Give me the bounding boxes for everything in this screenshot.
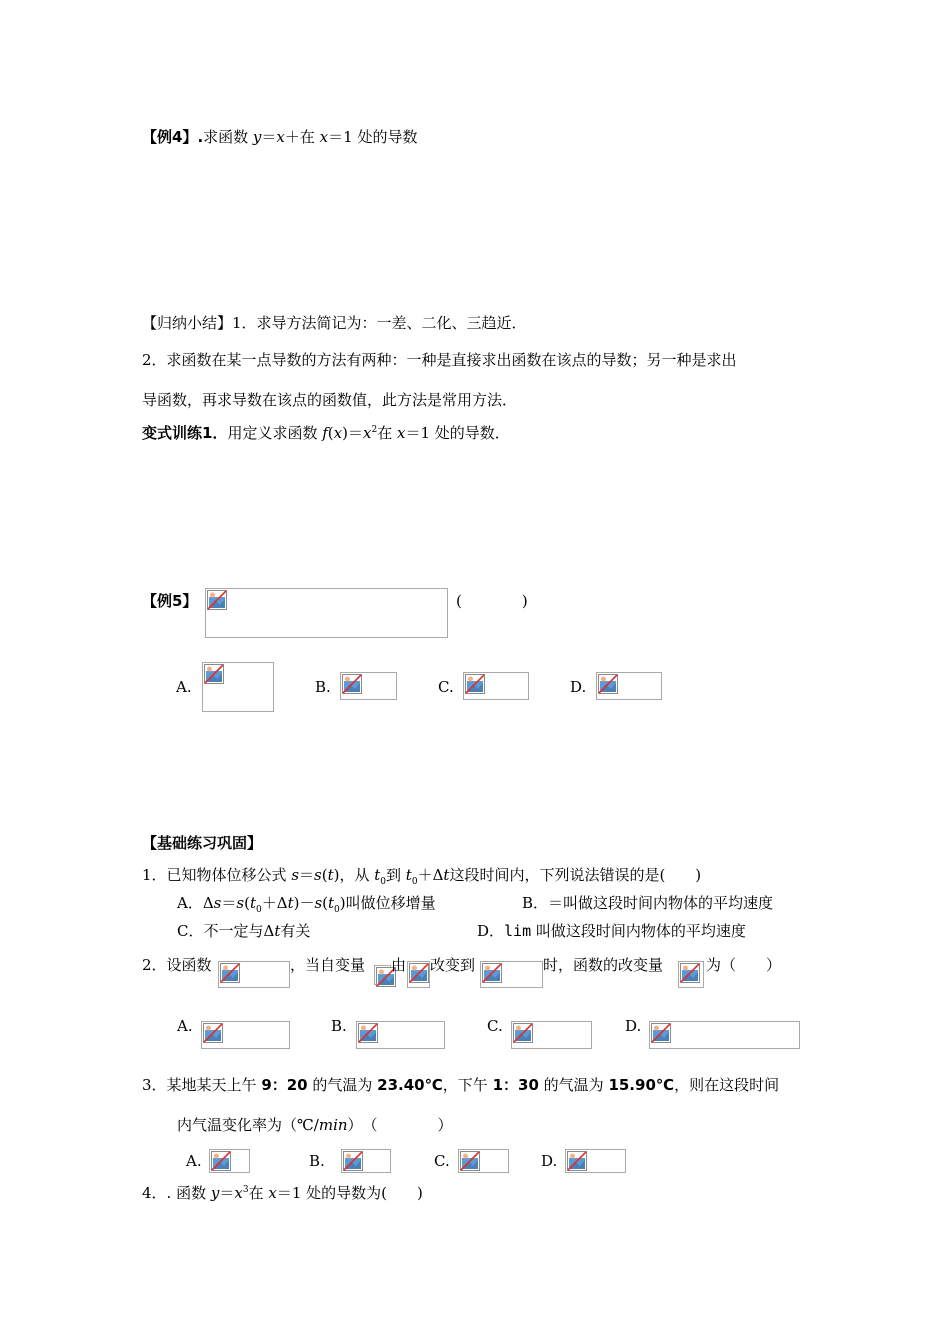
summary-label: 【归纳小结】	[142, 314, 233, 332]
question-4-line: 4．. 函数 $y=x^3$在 x＝1 处的导数为( )	[142, 1184, 423, 1202]
variant-training-label: 变式训练	[142, 424, 203, 442]
question-2-option-d-label: D.	[625, 1017, 642, 1035]
broken-image-icon	[207, 590, 227, 610]
example-5-label: 【例5】	[142, 592, 198, 610]
example-5-option-a-label: A.	[176, 678, 192, 696]
question-3-option-c-image	[458, 1149, 509, 1173]
question-2-text-3: 由	[391, 956, 407, 974]
question-2-variable-image	[374, 965, 391, 985]
question-3-option-b-label: B.	[309, 1152, 325, 1170]
question-3-option-d-image	[565, 1149, 626, 1173]
broken-image-icon	[482, 963, 502, 983]
broken-image-icon	[358, 1023, 378, 1043]
broken-image-icon	[460, 1151, 480, 1171]
broken-image-icon	[220, 963, 240, 983]
question-2-function-image	[218, 961, 290, 988]
example-5-paren: ( )	[456, 592, 528, 610]
variant-training-line: 变式训练1．用定义求函数 $f(x)=x^2$在 x＝1 处的导数．	[142, 424, 510, 442]
broken-image-icon	[409, 963, 429, 983]
example-5-question-image	[205, 588, 448, 638]
broken-image-icon	[680, 963, 700, 983]
broken-image-icon	[465, 674, 485, 694]
summary-line-3: 导函数，再求导数在该点的函数值，此方法是常用方法．	[142, 391, 518, 409]
example-4-label: 【例4】	[142, 128, 198, 146]
example-5-option-b-label: B.	[315, 678, 331, 696]
example-5-option-a-image	[202, 662, 274, 712]
question-2-text-2: ，当自变量	[290, 956, 366, 974]
example-5-option-c-label: C.	[438, 678, 454, 696]
summary-line-1: 【归纳小结】1．求导方法简记为：一差、二化、三趋近．	[142, 314, 527, 332]
question-3-line-2: 内气温变化率为（℃/min） （ ）	[177, 1116, 453, 1134]
example-5-option-b-image	[340, 672, 397, 700]
question-3-option-c-label: C.	[434, 1152, 450, 1170]
question-3-option-a-label: A.	[186, 1152, 202, 1170]
broken-image-icon	[203, 1023, 223, 1043]
question-2-text-6: 为（ ）	[706, 956, 782, 974]
question-2-option-c-image	[511, 1021, 592, 1049]
summary-line-2: 2．求函数在某一点导数的方法有两种：一种是直接求出函数在该点的导数；另一种是求出	[142, 351, 737, 369]
broken-image-icon	[567, 1151, 587, 1171]
example-5-option-d-label: D.	[570, 678, 587, 696]
question-2-option-b-image	[356, 1021, 445, 1049]
question-2-option-a-image	[201, 1021, 290, 1049]
question-1-stem: 1．已知物体位移公式 s＝s(t)，从 $t_0$到 $t_0+\Delta t$这段时间内，下列说法错误的是( )	[142, 866, 702, 887]
question-2-option-a-label: A.	[177, 1017, 193, 1035]
broken-image-icon	[651, 1023, 671, 1043]
question-3-line-1: 3．某地某天上午 9：20 的气温为 23.40℃，下午 1：30 的气温为 15.90℃，则在这段时间	[142, 1076, 780, 1094]
broken-image-icon	[204, 664, 224, 684]
broken-image-icon	[211, 1151, 231, 1171]
question-2-option-d-image	[649, 1021, 800, 1049]
broken-image-icon	[342, 674, 362, 694]
question-1-option-b: B．＝叫做这段时间内物体的平均速度	[522, 894, 774, 912]
example-4-line: 【例4】.求函数 y＝x＋在 x＝1 处的导数	[142, 128, 418, 146]
broken-image-icon	[513, 1023, 533, 1043]
question-2-to-image	[480, 961, 543, 988]
question-1-option-a: A．$\Delta s=s(t_0+\Delta t)-s(t_0)$叫做位移增量	[177, 894, 436, 915]
question-1-option-d: D．lim 叫做这段时间内物体的平均速度	[477, 922, 746, 940]
question-1-option-c: C．不一定与Δt有关	[177, 922, 311, 940]
question-2-option-b-label: B.	[331, 1017, 347, 1035]
question-2-text-1: 2．设函数	[142, 956, 212, 974]
question-2-text-5: 时，函数的改变量	[543, 956, 664, 974]
question-2-option-c-label: C.	[487, 1017, 503, 1035]
question-2-from-image	[407, 961, 430, 988]
example-5-option-d-image	[596, 672, 662, 700]
question-2-text-4: 改变到	[430, 956, 476, 974]
question-2-change-image	[678, 961, 704, 988]
broken-image-icon	[343, 1151, 363, 1171]
basic-practice-heading: 【基础练习巩固】	[142, 834, 263, 852]
broken-image-icon	[598, 674, 618, 694]
example-5-option-c-image	[463, 672, 529, 700]
question-3-option-a-image	[209, 1149, 250, 1173]
question-3-option-d-label: D.	[541, 1152, 558, 1170]
question-3-option-b-image	[341, 1149, 391, 1173]
